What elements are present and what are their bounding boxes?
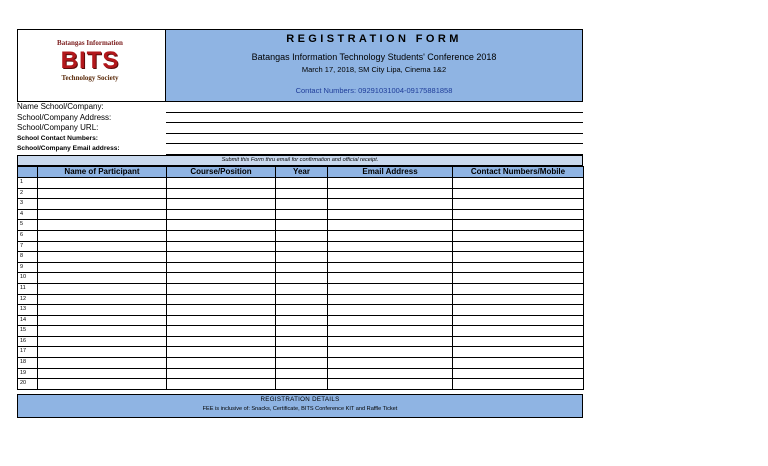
- field-label: School/Company Email address:: [17, 145, 120, 153]
- year-cell[interactable]: [276, 177, 328, 188]
- course-cell[interactable]: [167, 188, 276, 199]
- row-number: 10: [18, 273, 38, 284]
- column-header-participant: Name of Participant: [38, 166, 167, 177]
- school-info-fields: [17, 102, 583, 155]
- conference-name: Batangas Information Technology Students' Conference 2018: [251, 52, 497, 62]
- email-cell[interactable]: [328, 358, 453, 369]
- email-cell[interactable]: [328, 177, 453, 188]
- table-row: [18, 347, 584, 358]
- email-cell[interactable]: [328, 252, 453, 263]
- contact-cell[interactable]: [453, 315, 584, 326]
- row-number: 4: [18, 209, 38, 220]
- address-field[interactable]: [166, 113, 583, 124]
- field-label: School/Company Address:: [17, 112, 112, 122]
- participant-name-cell[interactable]: [38, 336, 167, 347]
- year-cell[interactable]: [276, 358, 328, 369]
- year-cell[interactable]: [276, 273, 328, 284]
- table-row: [18, 368, 584, 379]
- participant-name-cell[interactable]: [38, 379, 167, 390]
- table-header-row: [18, 166, 584, 177]
- participant-name-cell[interactable]: [38, 305, 167, 316]
- table-row: [18, 326, 584, 337]
- fee-note: FEE is inclusive of: Snacks, Certificate, BITS Conference KIT and Raffle Ticket: [202, 405, 398, 412]
- contact-cell[interactable]: [453, 294, 584, 305]
- table-row: [18, 294, 584, 305]
- participant-name-cell[interactable]: [38, 188, 167, 199]
- row-number: 7: [18, 241, 38, 252]
- course-cell[interactable]: [167, 199, 276, 210]
- email-cell[interactable]: [328, 241, 453, 252]
- logo-mark: BITS: [60, 47, 120, 74]
- table-row: [18, 188, 584, 199]
- participant-name-cell[interactable]: [38, 209, 167, 220]
- title-cell: [166, 30, 582, 101]
- participant-name-cell[interactable]: [38, 199, 167, 210]
- field-label: Name School/Company:: [17, 102, 104, 111]
- course-cell[interactable]: [167, 294, 276, 305]
- email-cell[interactable]: [328, 199, 453, 210]
- row-number: 20: [18, 379, 38, 390]
- contact-cell[interactable]: [453, 252, 584, 263]
- form-title: REGISTRATION FORM: [286, 33, 462, 45]
- table-row: [18, 336, 584, 347]
- contact-cell[interactable]: [453, 230, 584, 241]
- contact-numbers: Contact Numbers: 09291031004-09175881858: [295, 86, 453, 95]
- email-cell[interactable]: [328, 188, 453, 199]
- contact-cell[interactable]: [453, 199, 584, 210]
- participant-name-cell[interactable]: [38, 326, 167, 337]
- year-cell[interactable]: [276, 262, 328, 273]
- email-cell[interactable]: [328, 368, 453, 379]
- course-cell[interactable]: [167, 283, 276, 294]
- row-number: 17: [18, 347, 38, 358]
- year-cell[interactable]: [276, 336, 328, 347]
- contact-field[interactable]: [166, 134, 583, 145]
- email-cell[interactable]: [328, 336, 453, 347]
- logo-bottom-text: Technology Society: [61, 74, 119, 82]
- info-row-url: [17, 123, 583, 134]
- participant-name-cell[interactable]: [38, 220, 167, 231]
- year-cell[interactable]: [276, 252, 328, 263]
- course-cell[interactable]: [167, 230, 276, 241]
- row-number: 15: [18, 326, 38, 337]
- course-cell[interactable]: [167, 220, 276, 231]
- year-cell[interactable]: [276, 199, 328, 210]
- contact-cell[interactable]: [453, 220, 584, 231]
- year-cell[interactable]: [276, 294, 328, 305]
- contact-cell[interactable]: [453, 326, 584, 337]
- course-cell[interactable]: [167, 241, 276, 252]
- info-row-school-name: [17, 102, 583, 113]
- email-cell[interactable]: [328, 230, 453, 241]
- contact-cell[interactable]: [453, 177, 584, 188]
- email-cell[interactable]: [328, 294, 453, 305]
- school-name-field[interactable]: [166, 102, 583, 113]
- row-number: 11: [18, 283, 38, 294]
- year-cell[interactable]: [276, 209, 328, 220]
- column-header-contact: Contact Numbers/Mobile: [453, 166, 584, 177]
- table-row: [18, 199, 584, 210]
- row-number: 14: [18, 315, 38, 326]
- table-row: [18, 241, 584, 252]
- course-cell[interactable]: [167, 358, 276, 369]
- info-row-address: [17, 113, 583, 124]
- course-cell[interactable]: [167, 336, 276, 347]
- email-cell[interactable]: [328, 347, 453, 358]
- year-cell[interactable]: [276, 188, 328, 199]
- contact-cell[interactable]: [453, 347, 584, 358]
- table-row: [18, 262, 584, 273]
- submit-note: Submit this Form thru email for confirmation and official receipt.: [17, 155, 583, 166]
- row-number: 2: [18, 188, 38, 199]
- course-cell[interactable]: [167, 177, 276, 188]
- row-number: 13: [18, 305, 38, 316]
- url-field[interactable]: [166, 123, 583, 134]
- course-cell[interactable]: [167, 273, 276, 284]
- course-cell[interactable]: [167, 379, 276, 390]
- year-cell[interactable]: [276, 241, 328, 252]
- email-cell[interactable]: [328, 262, 453, 273]
- contact-cell[interactable]: [453, 368, 584, 379]
- field-label: School/Company URL:: [17, 123, 99, 133]
- row-number: 5: [18, 220, 38, 231]
- year-cell[interactable]: [276, 230, 328, 241]
- participant-name-cell[interactable]: [38, 241, 167, 252]
- info-row-email: [17, 144, 583, 155]
- email-cell[interactable]: [328, 283, 453, 294]
- email-cell[interactable]: [328, 315, 453, 326]
- logo-top-text: Batangas Information: [57, 39, 123, 47]
- row-number: 1: [18, 177, 38, 188]
- logo-cell: [18, 30, 166, 101]
- year-cell[interactable]: [276, 347, 328, 358]
- contact-cell[interactable]: [453, 305, 584, 316]
- table-row: [18, 220, 584, 231]
- course-cell[interactable]: [167, 262, 276, 273]
- course-cell[interactable]: [167, 305, 276, 316]
- year-cell[interactable]: [276, 326, 328, 337]
- year-cell[interactable]: [276, 305, 328, 316]
- email-cell[interactable]: [328, 326, 453, 337]
- email-cell[interactable]: [328, 209, 453, 220]
- table-row: [18, 273, 584, 284]
- year-cell[interactable]: [276, 283, 328, 294]
- course-cell[interactable]: [167, 252, 276, 263]
- email-field[interactable]: [166, 144, 583, 155]
- table-row: [18, 379, 584, 390]
- participants-table: [17, 166, 584, 390]
- contact-cell[interactable]: [453, 379, 584, 390]
- course-cell[interactable]: [167, 347, 276, 358]
- email-cell[interactable]: [328, 379, 453, 390]
- contact-cell[interactable]: [453, 283, 584, 294]
- participant-name-cell[interactable]: [38, 368, 167, 379]
- email-cell[interactable]: [328, 273, 453, 284]
- row-number: 19: [18, 368, 38, 379]
- row-number: 9: [18, 262, 38, 273]
- conference-date-venue: March 17, 2018, SM City Lipa, Cinema 1&2: [301, 65, 447, 74]
- details-title: REGISTRATION DETAILS: [260, 395, 340, 403]
- contact-cell[interactable]: [453, 273, 584, 284]
- course-cell[interactable]: [167, 326, 276, 337]
- year-cell[interactable]: [276, 315, 328, 326]
- row-number: 18: [18, 358, 38, 369]
- contact-cell[interactable]: [453, 262, 584, 273]
- table-row: [18, 358, 584, 369]
- table-row: [18, 209, 584, 220]
- table-row: [18, 283, 584, 294]
- column-header-number: [18, 166, 38, 177]
- course-cell[interactable]: [167, 368, 276, 379]
- table-row: [18, 305, 584, 316]
- participant-name-cell[interactable]: [38, 283, 167, 294]
- table-row: [18, 315, 584, 326]
- bits-logo: [28, 34, 152, 96]
- participant-name-cell[interactable]: [38, 252, 167, 263]
- participant-name-cell[interactable]: [38, 358, 167, 369]
- course-cell[interactable]: [167, 209, 276, 220]
- contact-cell[interactable]: [453, 358, 584, 369]
- contact-cell[interactable]: [453, 241, 584, 252]
- participant-name-cell[interactable]: [38, 177, 167, 188]
- participant-name-cell[interactable]: [38, 273, 167, 284]
- row-number: 6: [18, 230, 38, 241]
- table-row: [18, 230, 584, 241]
- participant-name-cell[interactable]: [38, 230, 167, 241]
- contact-cell[interactable]: [453, 209, 584, 220]
- email-cell[interactable]: [328, 305, 453, 316]
- course-cell[interactable]: [167, 315, 276, 326]
- registration-details: [17, 394, 583, 418]
- row-number: 12: [18, 294, 38, 305]
- form-header: [17, 29, 583, 102]
- participant-name-cell[interactable]: [38, 262, 167, 273]
- table-row: [18, 177, 584, 188]
- info-row-contact: [17, 134, 583, 145]
- email-cell[interactable]: [328, 220, 453, 231]
- contact-cell[interactable]: [453, 336, 584, 347]
- column-header-course: Course/Position: [167, 166, 276, 177]
- participant-name-cell[interactable]: [38, 315, 167, 326]
- table-row: [18, 252, 584, 263]
- contact-cell[interactable]: [453, 188, 584, 199]
- field-label: School Contact Numbers:: [17, 134, 98, 142]
- column-header-email: Email Address: [328, 166, 453, 177]
- year-cell[interactable]: [276, 220, 328, 231]
- row-number: 3: [18, 199, 38, 210]
- participant-name-cell[interactable]: [38, 347, 167, 358]
- row-number: 16: [18, 336, 38, 347]
- row-number: 8: [18, 252, 38, 263]
- participant-name-cell[interactable]: [38, 294, 167, 305]
- column-header-year: Year: [276, 166, 328, 177]
- registration-form: [17, 29, 583, 418]
- year-cell[interactable]: [276, 379, 328, 390]
- year-cell[interactable]: [276, 368, 328, 379]
